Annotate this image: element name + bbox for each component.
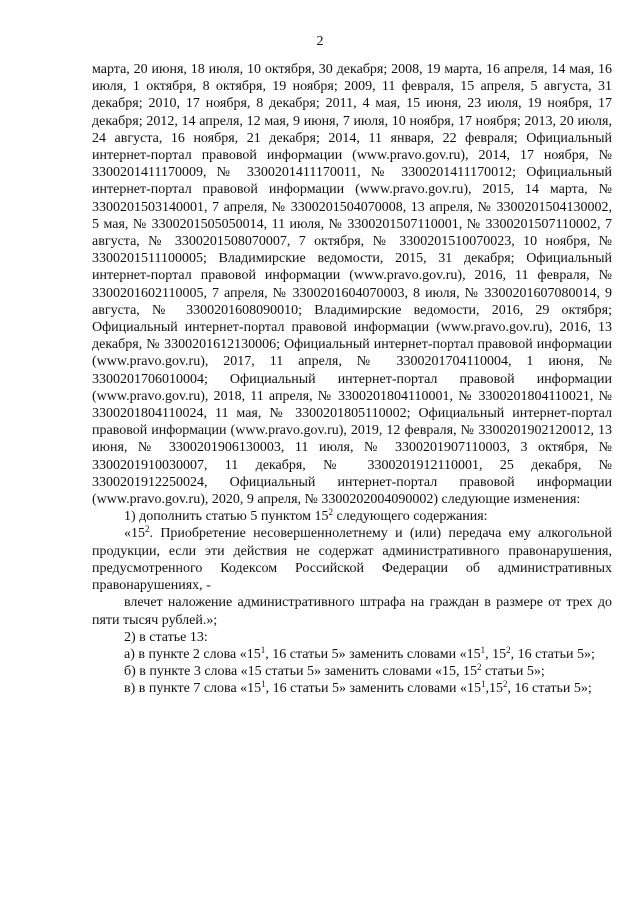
sub-item-a: а) в пункте 2 слова «$15^1$, 16 статьи 5» заменить словами «$15^1$, $15^2$, 16 статьи 5»; [124,644,595,662]
item-2-article-13: 2) в статье 13: [124,629,208,645]
item-1-add-point: 1) дополнить статью 5 пунктом $15^2$ следующего содержания: [124,507,488,525]
new-point-text: «$15^2$. Приобретение несовершеннолетнему и (или) передача ему алкогольной продукции, если эти действия не содержат административного правонарушения, предусмотренного Кодексом Российской Федерации об административных правонарушениях, - [92,524,612,594]
intro-paragraph: марта, 20 июня, 18 июля, 10 октября, 30 декабря; 2008, 19 марта, 16 апреля, 14 мая, 16 июля, 1 октября, 8 октября, 19 ноября; 2009, 11 февраля, 15 апреля, 5 августа, 31 декабря; 2010, 17 ноября, 8 декабря; 2011, 4 мая, 15 июня, 23 июля, 19 ноября, 17 декабря; 2012, 14 апреля, 12 мая, 9 июня, 7 июля, 10 ноября, 17 ноября; 2013, 20 июля, 24 августа, 16 ноября, 21 декабря; 2014, 11 января, 22 февраля; Официальный интернет-портал правовой информации (www.pravo.gov.ru), 2014, 17 ноября, № 3300201411170009, № 3300201411170011, № 3300201411170012; Официальный интернет-портал правовой информации (www.pravo.gov.ru), 2015, 14 марта, № 3300201503140001, 7 апреля, № 3300201504070008, 13 апреля, № 3300201504130002, 5 мая, № 3300201505050014, 11 июля, № 3300201507110001, № 3300201507110002, 7 августа, № 3300201508070007, 7 октября, № 3300201510070023, 10 ноября, № 3300201511100005; Владимирские ведомости, 2015, 31 декабря; Официальный интернет-портал правовой информации (www.pravo.gov.ru), 2016, 11 февраля, № 3300201602110005, 7 апреля, № 3300201604070003, 8 июля, № 3300201607080014, 9 августа, № 3300201608090010; Владимирские ведомости, 2016, 29 октября; Официальный интернет-портал правовой информации (www.pravo.gov.ru), 2016, 13 декабря, № 3300201612130006; Официальный интернет-портал правовой информации (www.pravo.gov.ru), 2017, 11 апреля, № 3300201704110004, 1 июня, № 3300201706010004; Официальный интернет-портал правовой информации (www.pravo.gov.ru), 2018, 11 апреля, № 3300201804110001, № 3300201804110021, № 3300201804110024, 11 мая, № 3300201805110002; Официальный интернет-портал правовой информации (www.pravo.gov.ru), 2019, 12 февраля, № 3300201902120012, 13 июня, № 3300201906130003, 11 июля, № 3300201907110003, 3 октября, № 3300201910030007, 11 декабря, № 3300201912110001, 25 декабря, № 3300201912250024, Официальный интернет-портал правовой информации (www.pravo.gov.ru), 2020, 9 апреля, № 3300202004090002) следующие изменения: [92,62,612,508]
page-number: 2 [316,34,324,49]
sub-item-b: б) в пункте 3 слова «15 статьи 5» заменить словами «15, $15^2$ статьи 5»; [124,662,545,680]
sub-item-v: в) в пункте 7 слова «$15^1$, 16 статьи 5» заменить словами «$15^1,15^2$, 16 статьи 5»; [124,679,592,697]
penalty-text: влечет наложение административного штрафа на граждан в размере от трех до пяти тысяч рублей.»; [92,595,612,628]
document-body [92,61,612,698]
